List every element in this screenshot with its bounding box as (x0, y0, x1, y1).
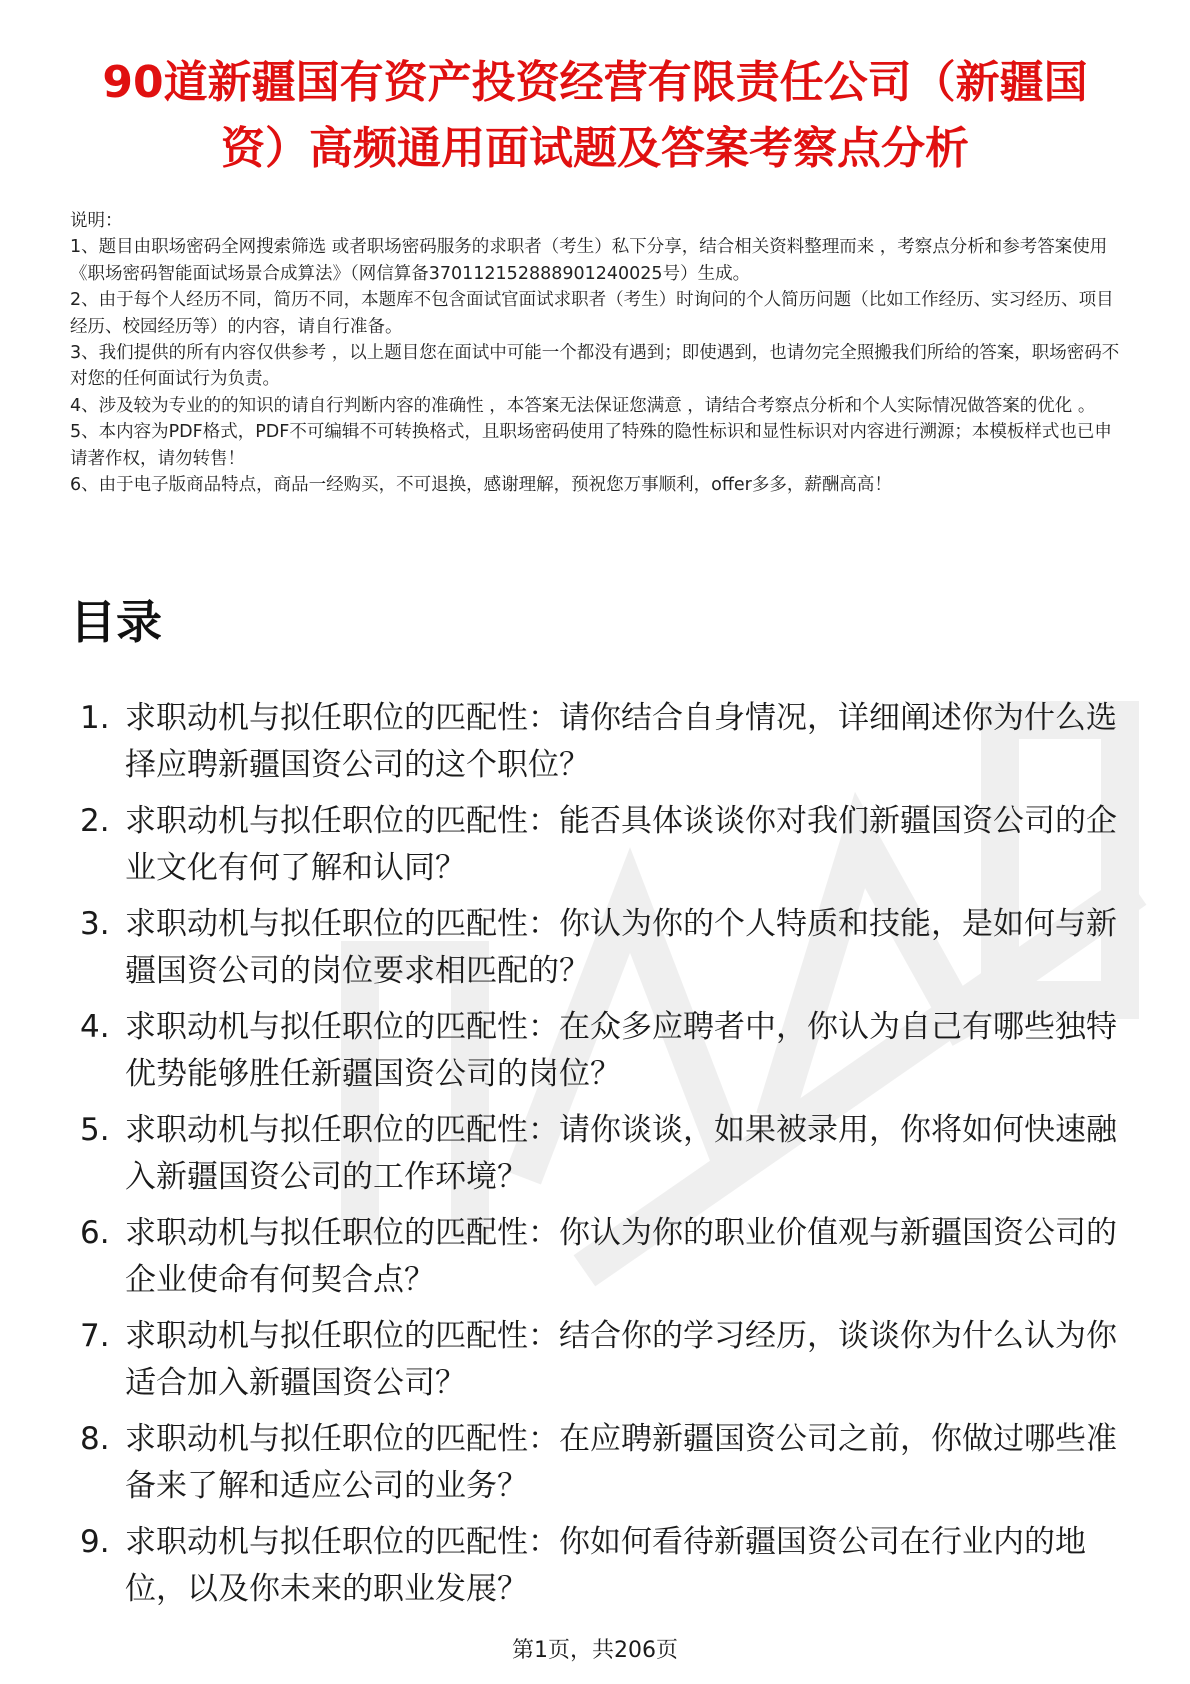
toc-item-text: 求职动机与拟任职位的匹配性：你认为你的职业价值观与新疆国资公司的企业使命有何契合点？ (125, 1215, 1117, 1298)
page-footer: 第1页，共206页 (512, 1638, 678, 1663)
toc-item-text: 求职动机与拟任职位的匹配性：能否具体谈谈你对我们新疆国资公司的企业文化有何了解和认同？ (125, 803, 1117, 886)
note-item: 2、由于每个人经历不同，简历不同，本题库不包含面试官面试求职者（考生）时询问的个人简历问题（比如工作经历、实习经历、项目经历、校园经历等）的内容，请自行准备。 (70, 290, 1114, 337)
toc-item-number: 2. (80, 803, 110, 839)
toc-item-text: 求职动机与拟任职位的匹配性：结合你的学习经历，谈谈你为什么认为你适合加入新疆国资公司？ (125, 1318, 1117, 1401)
toc-item-number: 4. (80, 1009, 110, 1045)
toc-item-number: 3. (80, 906, 110, 942)
toc-item-number: 7. (80, 1318, 110, 1354)
toc-item[interactable] (70, 1210, 1130, 1313)
toc-item[interactable] (70, 1519, 1130, 1622)
note-item: 3、我们提供的所有内容仅供参考 ，以上题目您在面试中可能一个都没有遇到；即使遇到，也请勿完全照搬我们所给的答案，职场密码不对您的任何面试行为负责。 (70, 343, 1120, 390)
toc-item[interactable] (70, 1416, 1130, 1519)
toc-item-text: 求职动机与拟任职位的匹配性：请你谈谈，如果被录用，你将如何快速融入新疆国资公司的工作环境？ (125, 1112, 1117, 1195)
toc-list (70, 695, 1130, 1622)
notes-section (70, 208, 1120, 498)
toc-item-text: 求职动机与拟任职位的匹配性：你如何看待新疆国资公司在行业内的地位，以及你未来的职业发展？ (125, 1524, 1086, 1607)
toc-item-number: 6. (80, 1215, 110, 1251)
toc-item-text: 求职动机与拟任职位的匹配性：在众多应聘者中，你认为自己有哪些独特优势能够胜任新疆国资公司的岗位？ (125, 1009, 1117, 1092)
toc-item-text: 求职动机与拟任职位的匹配性：在应聘新疆国资公司之前，你做过哪些准备来了解和适应公司的业务？ (125, 1421, 1117, 1504)
note-item: 5、本内容为PDF格式，PDF不可编辑不可转换格式，且职场密码使用了特殊的隐性标识和显性标识对内容进行溯源；本模板样式也已申请著作权，请勿转售！ (70, 422, 1112, 469)
note-item: 4、涉及较为专业的的知识的请自行判断内容的准确性 ，本答案无法保证您满意 ，请结合考察点分析和个人实际情况做答案的优化 。 (70, 395, 1096, 416)
toc-item-text: 求职动机与拟任职位的匹配性：请你结合自身情况，详细阐述你为什么选择应聘新疆国资公司的这个职位？ (125, 700, 1117, 783)
toc-item-number: 5. (80, 1112, 110, 1148)
notes-heading: 说明： (70, 211, 123, 231)
toc-item[interactable] (70, 901, 1130, 1004)
toc-item-number: 1. (80, 700, 110, 736)
document-title: 90道新疆国有资产投资经营有限责任公司（新疆国资）高频通用面试题及答案考察点分析 (102, 57, 1088, 174)
toc-item[interactable] (70, 1107, 1130, 1210)
toc-item-text: 求职动机与拟任职位的匹配性：你认为你的个人特质和技能，是如何与新疆国资公司的岗位要求相匹配的？ (125, 906, 1117, 989)
note-item: 6、由于电子版商品特点，商品一经购买，不可退换，感谢理解，预祝您万事顺利，offer多多，薪酬高高！ (70, 475, 892, 496)
note-item: 1、题目由职场密码全网搜索筛选 或者职场密码服务的求职者（考生）私下分享，结合相关资料整理而来 ，考察点分析和参考答案使用《职场密码智能面试场景合成算法》（网信算备370112152888901240025号）生成。 (70, 237, 1108, 284)
toc-item[interactable] (70, 1004, 1130, 1107)
toc-item[interactable] (70, 1313, 1130, 1416)
toc-item[interactable] (70, 695, 1130, 798)
toc-heading: 目录 (70, 595, 162, 649)
toc-item-number: 9. (80, 1524, 110, 1560)
toc-item[interactable] (70, 798, 1130, 901)
toc-item-number: 8. (80, 1421, 110, 1457)
